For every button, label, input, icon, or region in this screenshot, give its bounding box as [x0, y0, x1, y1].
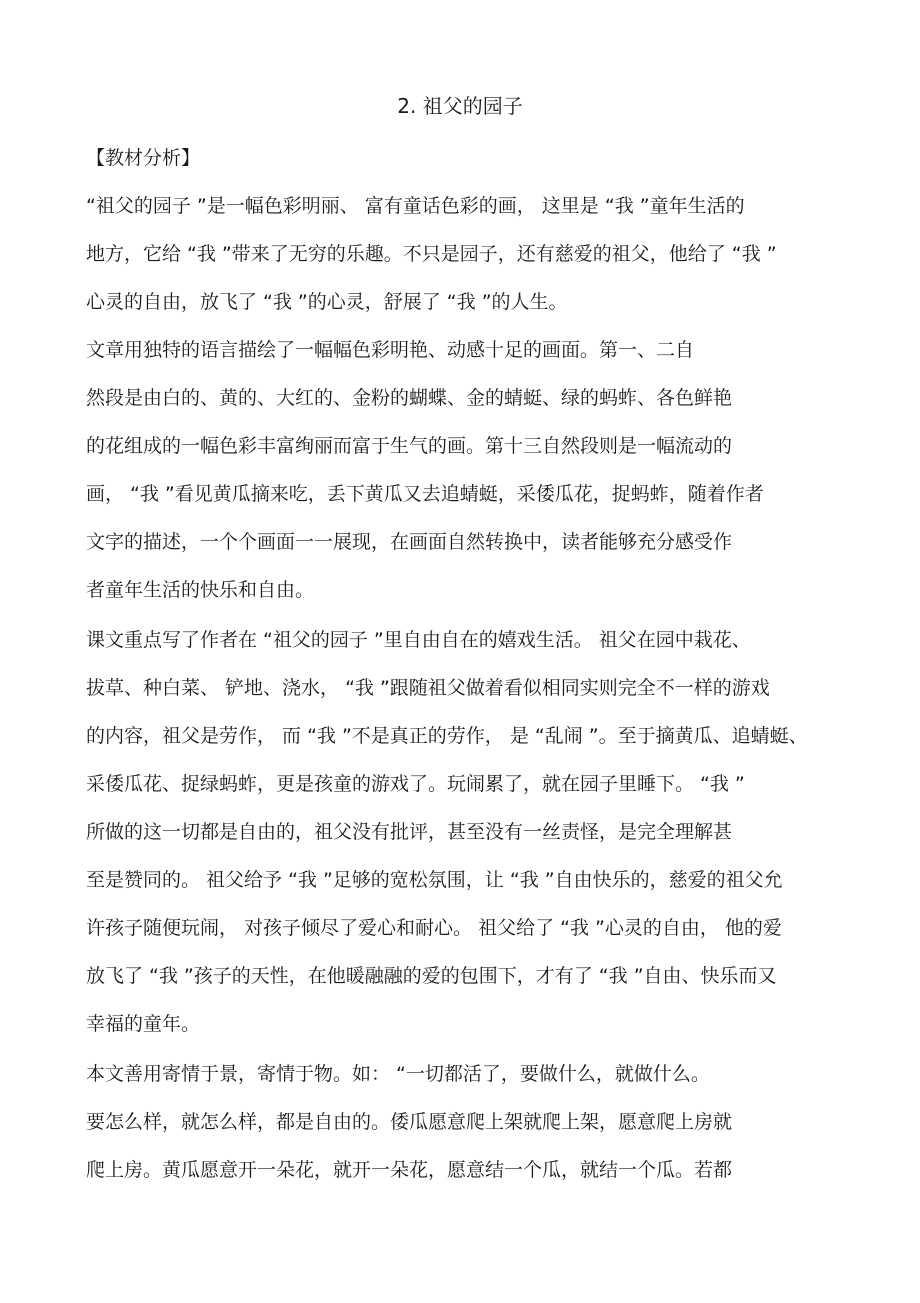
- paragraph-line: 文字的描述，一个个画面一一展现，在画面自然转换中，读者能够充分感受作: [86, 531, 733, 553]
- paragraph-line: 的花组成的一幅色彩丰富绚丽而富于生气的画。第十三自然段则是一幅流动的: [86, 435, 733, 457]
- paragraph-line: 文章用独特的语言描绘了一幅幅色彩明艳、动感十足的画面。第一、二自: [86, 339, 695, 361]
- lesson-title: 2. 祖父的园子: [397, 94, 523, 118]
- paragraph-line: 许孩子随便玩闹， 对孩子倾尽了爱心和耐心。 祖父给了 “我 ”心灵的自由， 他的爱: [86, 917, 782, 939]
- paragraph-line: 采倭瓜花、捉绿蚂蚱，更是孩童的游戏了。玩闹累了，就在园子里睡下。 “我 ”: [86, 773, 745, 795]
- paragraph-line: 要怎么样，就怎么样，都是自由的。倭瓜愿意爬上架就爬上架，愿意爬上房就: [86, 1111, 733, 1133]
- paragraph-line: 画， “我 ”看见黄瓜摘来吃，丢下黄瓜又去追蜻蜓，采倭瓜花，捉蚂蚱，随着作者: [86, 483, 764, 505]
- paragraph-line: 地方，它给 “我 ”带来了无穷的乐趣。不只是园子，还有慈爱的祖父，他给了 “我 ”: [86, 243, 777, 265]
- paragraph-line: 至是赞同的。 祖父给予 “我 ”足够的宽松氛围，让 “我 ”自由快乐的，慈爱的祖父允: [86, 869, 783, 891]
- paragraph-line: “祖父的园子 ”是一幅色彩明丽、 富有童话色彩的画， 这里是 “我 ”童年生活的: [86, 195, 745, 217]
- paragraph-line: 心灵的自由，放飞了 “我 ”的心灵，舒展了 “我 ”的人生。: [86, 291, 568, 313]
- paragraph-line: 所做的这一切都是自由的，祖父没有批评，甚至没有一丝责怪，是完全理解甚: [86, 821, 733, 843]
- paragraph-line: 然段是由白的、黄的、大红的、金粉的蝴蝶、金的蜻蜓、绿的蚂蚱、各色鲜艳: [86, 387, 733, 409]
- paragraph-line: 课文重点写了作者在 “祖父的园子 ”里自由自在的嬉戏生活。 祖父在园中栽花、: [86, 629, 751, 651]
- paragraph-line: 爬上房。黄瓜愿意开一朵花，就开一朵花，愿意结一个瓜，就结一个瓜。若都: [86, 1159, 733, 1181]
- paragraph-line: 本文善用寄情于景，寄情于物。如： “一切都活了，要做什么，就做什么。: [86, 1063, 710, 1085]
- paragraph-line: 的内容，祖父是劳作， 而 “我 ”不是真正的劳作， 是 “乱闹 ”。至于摘黄瓜、追蜻蜓、: [86, 725, 808, 747]
- paragraph-line: 幸福的童年。: [86, 1013, 201, 1035]
- paragraph-line: 者童年生活的快乐和自由。: [86, 579, 315, 601]
- paragraph-line: 放飞了 “我 ”孩子的天性，在他暖融融的爱的包围下，才有了 “我 ”自由、快乐而又: [86, 965, 777, 987]
- paragraph-line: 拔草、种白菜、 铲地、浇水， “我 ”跟随祖父做着看似相同实则完全不一样的游戏: [86, 677, 770, 699]
- section-heading: 【教材分析】: [86, 147, 201, 169]
